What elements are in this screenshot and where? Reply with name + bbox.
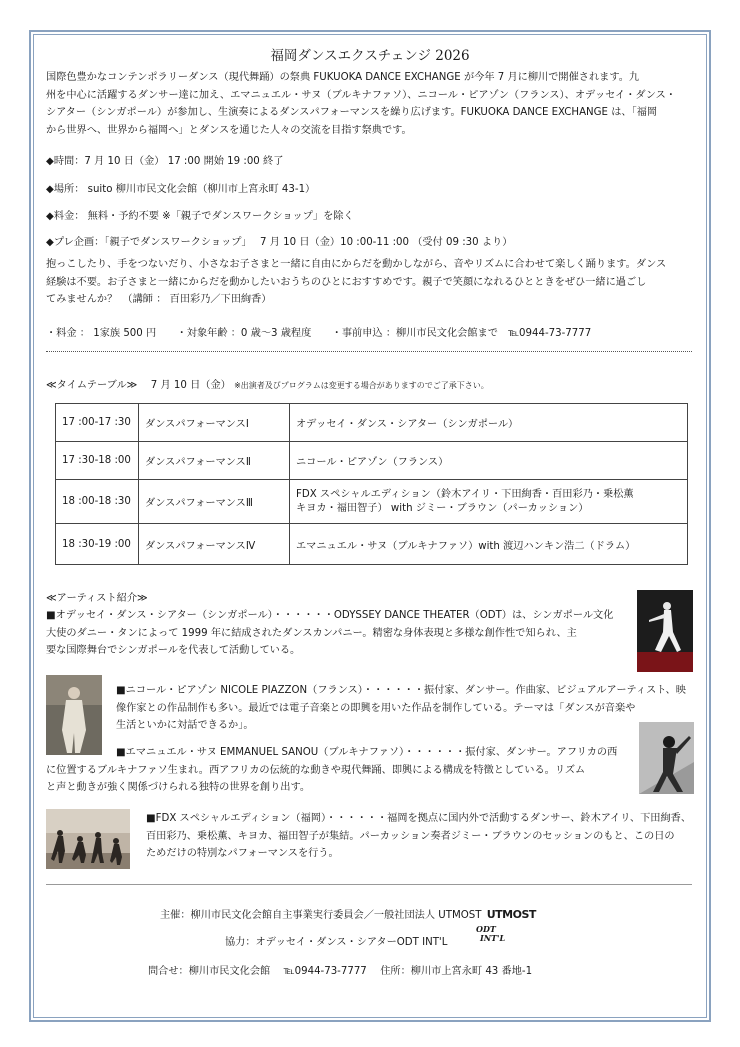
timetable-heading: ≪タイムテーブル≫ 7 月 10 日（金） [46, 380, 231, 391]
workshop-terms: ・料金 ： 1家族 500 円 ・対象年齢 ：0 歳～3 歳程度 ・事前申込 ：柳川市民文化会館まで ℡0944-73-7777 [46, 328, 592, 339]
artist-line: 大使のダニー・タンによって 1999 年に結成されたダンスカンパニー。精密な身体表現と多様な創作性で知られ、主 [46, 627, 577, 639]
workshop-line: 経験は不要。お子さまと一緒にからだを動かしたいおうちのひとにおすすめです。親子で笑顔になれるひとときをぜひ一緒に過ごし [46, 276, 647, 288]
time-cell: 18 :00-18 :30 [56, 480, 139, 524]
program-cell: ダンスパフォーマンスⅣ [139, 524, 290, 565]
table-row [56, 442, 688, 480]
workshop-line: 抱っこしたり、手をつないだり、小さなお子さまと一緒に自由にからだを動かしながら、音やリズムに合わせて楽しく踊ります。ダンス [46, 259, 667, 270]
artist-line: ■ニコール・ピアゾン NICOLE PIAZZON（フランス）・・・・・・振付家、ダンサー。作曲家、ビジュアルアーティスト、映 [116, 685, 686, 696]
performer-cell [290, 524, 688, 565]
workshop-line: てみませんか？ （講師 ： 百田彩乃／下田絢香） [46, 294, 272, 305]
page-title: 福岡ダンスエクスチェンジ 2026 [270, 48, 470, 64]
artist-line: ためだけの特別なパフォーマンスを行う。 [146, 848, 339, 859]
artist-line: 生活といかに対話できるか」。 [116, 720, 254, 731]
fdx-dancers-photo [46, 809, 130, 869]
odt-logo-bottom: INT'L [480, 933, 506, 943]
performer-cell [290, 480, 688, 524]
artist-line: ■エマニュエル・サヌ EMMANUEL SANOU（ブルキナファソ）・・・・・・振付家、ダンサー。アフリカの西 [116, 747, 618, 758]
table-row [56, 480, 688, 524]
artist-fdx [146, 810, 694, 863]
dotted-divider [46, 351, 692, 352]
footer-organizer-row [160, 906, 536, 921]
intro-line: から世界へ、世界から福岡へ」とダンスを通じた人々の交流を目指す祭典です。 [46, 124, 412, 136]
table-row [56, 404, 688, 442]
artist-line: ■FDX スペシャルエディション（福岡）・・・・・・福岡を拠点に国内外で活動するダンサー、鈴木アイリ、下田絢香、 [146, 813, 692, 824]
footer-divider [46, 884, 692, 885]
timetable-note: ※出演者及びプログラムは変更する場合がありますのでご了承下さい。 [234, 381, 489, 390]
program-cell: ダンスパフォーマンスⅡ [139, 442, 290, 480]
artist-line: と声と動きが強く関係づけられる独特の世界を創り出す。 [46, 782, 311, 793]
table-row [56, 524, 688, 565]
artist-odt [46, 607, 634, 660]
timetable-heading-row [46, 376, 489, 391]
odt-logo [476, 925, 505, 943]
footer-contact: 問合せ：柳川市民文化会館 ℡0944-73-7777 住所：柳川市上宮永町 43 番地-1 [148, 966, 533, 977]
odt-dancer-photo [637, 590, 693, 672]
info-place: ◆場所： suito 柳川市民文化会館（柳川市上宮永町 43-1） [46, 184, 316, 195]
program-cell: ダンスパフォーマンスⅢ [139, 480, 290, 524]
info-pre-event: ◆プレ企画：「親子でダンスワークショップ」 7 月 10 日（金）10 :00-11 :00 （受付 09 :30 より） [46, 237, 513, 248]
footer-cooperation-row [225, 933, 447, 948]
performer-line: FDX スペシャルエディション（鈴木アイリ・下田絢香・百田彩乃・乗松薫 [296, 488, 634, 500]
time-cell: 17 :00-17 :30 [56, 404, 139, 442]
footer-organizer: 主催：柳川市民文化会館自主事業実行委員会／一般社団法人 UTMOST [160, 910, 482, 921]
utmost-logo: UTMOST [486, 908, 536, 921]
performer-line: エマニュエル・サヌ（ブルキナファソ）with 渡辺ハンキン浩二（ドラム） [296, 540, 636, 552]
intro-line: 国際色豊かなコンテンポラリーダンス（現代舞踊）の祭典 FUKUOKA DANCE EXCHANGE が今年 7 月に柳川で開催されます。九 [46, 72, 640, 83]
odt-logo-top: ODT [476, 924, 496, 934]
artist-emmanuel [46, 744, 636, 797]
intro-line: 州を中心に活躍するダンサー達に加え、エマニュエル・サヌ（ブルキナファソ）、ニコール・ピアゾン（フランス）、オデッセイ・ダンス・ [46, 89, 676, 101]
artist-line: ■オデッセイ・ダンス・シアター（シンガポール）・・・・・・ODYSSEY DANCE THEATER（ODT）は、シンガポール文化 [46, 610, 614, 621]
intro-paragraph [46, 69, 694, 139]
performer-cell [290, 404, 688, 442]
timetable [55, 403, 688, 565]
intro-line: シアター（シンガポール）が参加し、生演奏によるダンスパフォーマンスを繰り広げます。FUKUOKA DANCE EXCHANGE は、「福岡 [46, 107, 658, 118]
emmanuel-dancer-photo [639, 722, 694, 794]
artist-line: に位置するブルキナファソ生まれ。西アフリカの伝統的な動きや現代舞踊、即興による構成を特徴としている。リズム [46, 764, 586, 776]
artist-line: 要な国際舞台でシンガポールを代表して活動している。 [46, 645, 301, 656]
performer-line: オデッセイ・ダンス・シアター（シンガポール） [296, 419, 519, 430]
performer-line: キヨカ・福田智子） with ジミー・ブラウン（パーカッション） [296, 502, 589, 514]
artist-line: 百田彩乃、乗松薫、キヨカ、福田智子が集結。パーカッション奏者ジミー・ブラウンのセッションのもと、この日の [146, 830, 675, 842]
nicole-dancer-photo [46, 675, 102, 755]
time-cell: 17 :30-18 :00 [56, 442, 139, 480]
time-cell: 18 :30-19 :00 [56, 524, 139, 565]
performer-cell [290, 442, 688, 480]
performer-line: ニコール・ピアゾン（フランス） [296, 457, 449, 468]
workshop-description [46, 256, 694, 309]
info-time: ◆時間：7 月 10 日（金） 17 :00 開始 19 :00 終了 [46, 156, 284, 167]
artist-nicole [116, 682, 694, 735]
artist-line: 像作家との作品制作も多い。最近では電子音楽との即興を用いた作品を制作している。テーマは「ダンスが音楽や [116, 702, 636, 714]
info-fee: ◆料金： 無料・予約不要 ※「親子でダンスワークショップ」を除く [46, 211, 354, 222]
artists-heading: ≪アーティスト紹介≫ [46, 593, 148, 604]
program-cell: ダンスパフォーマンスⅠ [139, 404, 290, 442]
footer-cooperation: 協力：オデッセイ・ダンス・シアターODT INT'L [225, 937, 448, 948]
